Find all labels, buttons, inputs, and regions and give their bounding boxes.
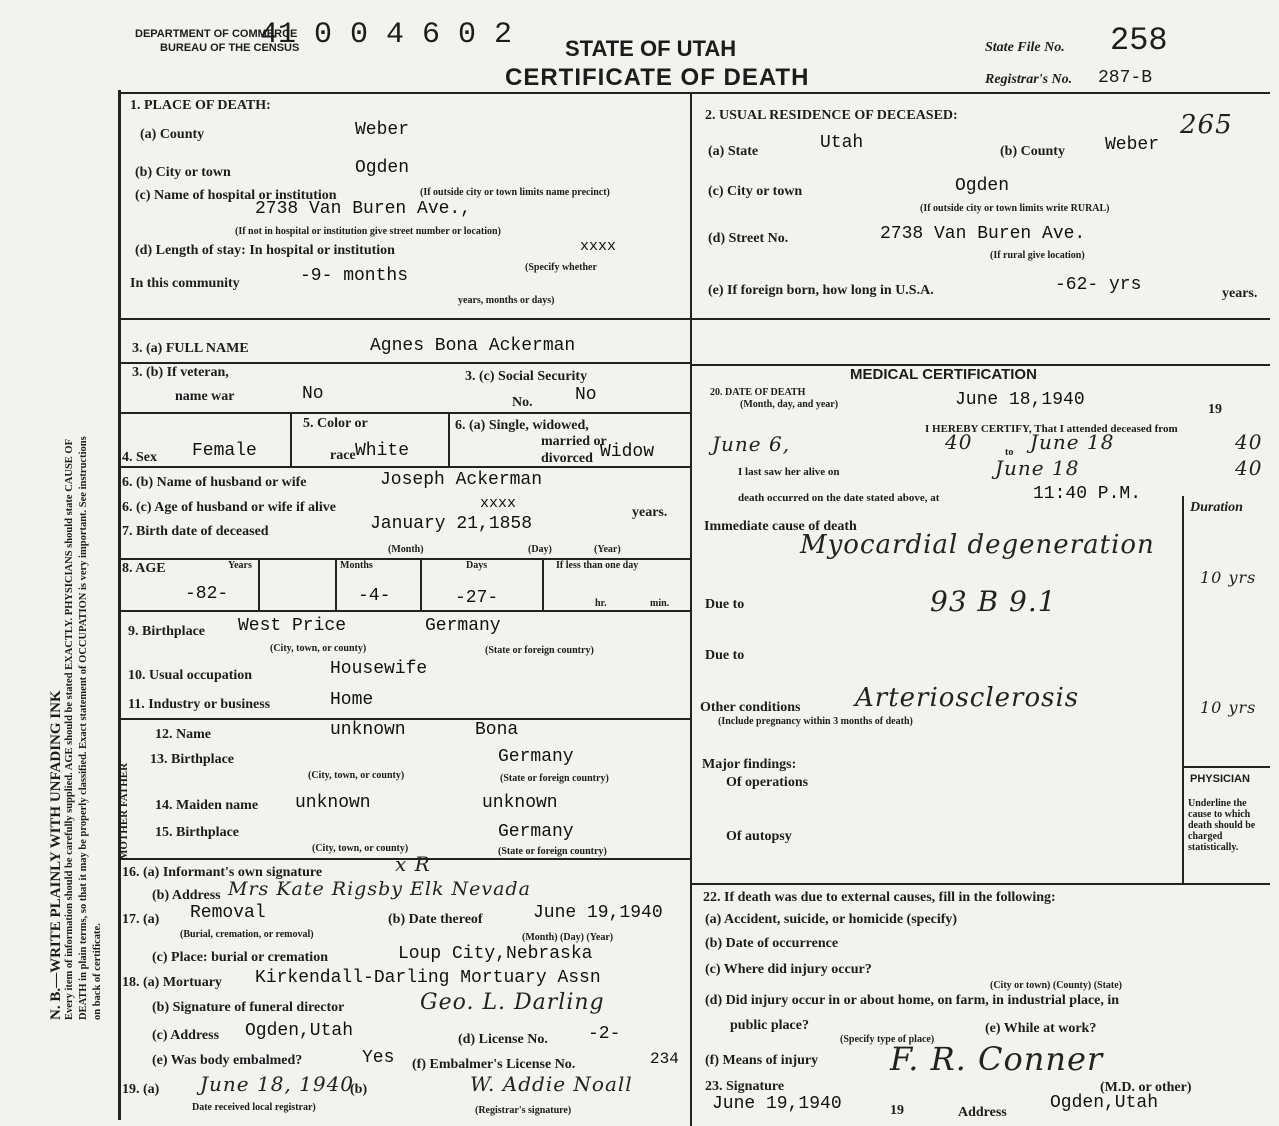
attended-to: June 18 bbox=[1030, 430, 1115, 454]
rule-v2 bbox=[448, 412, 450, 466]
ss-label: 3. (c) Social Security bbox=[465, 369, 588, 384]
spouse-age-value: xxxx bbox=[480, 495, 517, 512]
external-d: (d) Did injury occur in or about home, on farm, in industrial place, in bbox=[705, 993, 1120, 1008]
community-label: In this community bbox=[130, 276, 240, 291]
informant-label: 16. (a) Informant's own signature bbox=[122, 865, 323, 880]
date-of-death-label: 20. DATE OF DEATH bbox=[710, 387, 806, 398]
race-word: race bbox=[330, 448, 356, 463]
external-a: (a) Accident, suicide, or homicide (specify) bbox=[705, 912, 958, 927]
registrar-signature: W. Addie Noall bbox=[470, 1072, 633, 1096]
medical-heading: MEDICAL CERTIFICATION bbox=[850, 366, 1037, 383]
informant-address: Mrs Kate Rigsby Elk Nevada bbox=[228, 878, 531, 900]
mother-birthplace-value: Germany bbox=[498, 822, 574, 842]
external-d2-note: (Specify type of place) bbox=[840, 1034, 935, 1045]
physician-address: Ogden,Utah bbox=[1050, 1093, 1159, 1113]
occupation-value: Housewife bbox=[330, 659, 428, 679]
due-to-value-1: 93 B 9.1 bbox=[930, 585, 1057, 618]
burial-note: (Burial, cremation, or removal) bbox=[180, 929, 314, 940]
city-label: (b) City or town bbox=[135, 165, 231, 180]
spouse-age-label: 6. (c) Age of husband or wife if alive bbox=[122, 500, 337, 515]
stay-label: (d) Length of stay: In hospital or institution bbox=[135, 243, 395, 258]
age-months-value: -4- bbox=[358, 586, 391, 606]
age-label: 8. AGE bbox=[122, 561, 166, 576]
county-label: (a) County bbox=[140, 127, 205, 142]
mother-maiden-label: 14. Maiden name bbox=[155, 798, 259, 813]
attended-from-year: 40 bbox=[945, 430, 973, 454]
autopsy-label: Of autopsy bbox=[726, 829, 792, 844]
industry-value: Home bbox=[330, 690, 374, 710]
burial-place-label: (c) Place: burial or cremation bbox=[152, 950, 328, 965]
physician-heading: PHYSICIAN bbox=[1190, 773, 1250, 785]
margin-note-3: on back of certificate. bbox=[92, 923, 103, 1020]
certificate-title: CERTIFICATE OF DEATH bbox=[505, 64, 810, 91]
immediate-cause-value: Myocardial degeneration bbox=[800, 530, 1155, 560]
date-of-death-value: June 18,1940 bbox=[955, 390, 1085, 410]
marital-label: 6. (a) Single, widowed, bbox=[455, 418, 589, 433]
margin-ink-note: N. B.—WRITE PLAINLY WITH UNFADING INK bbox=[48, 690, 64, 1020]
res-county-label: (b) County bbox=[1000, 144, 1065, 159]
specify-note-2: years, months or days) bbox=[458, 295, 555, 306]
mother-state-note: (State or foreign country) bbox=[498, 846, 607, 857]
external-heading: 22. If death was due to external causes, fill in the following: bbox=[703, 890, 1056, 905]
last-saw-value: June 18 bbox=[995, 456, 1080, 480]
external-f: (f) Means of injury bbox=[705, 1053, 819, 1068]
birthplace-city-value: West Price bbox=[238, 616, 347, 636]
serial-number: 41 0 0 4 6 0 2 bbox=[260, 18, 513, 52]
birth-day-word: (Day) bbox=[528, 544, 552, 555]
father-state-note: (State or foreign country) bbox=[500, 773, 609, 784]
external-e: (e) While at work? bbox=[985, 1021, 1097, 1036]
ss-value: No bbox=[575, 385, 597, 405]
veteran-label: 3. (b) If veteran, bbox=[132, 365, 229, 380]
physician-note: Underline the cause to which death should be charged statistically. bbox=[1188, 798, 1256, 853]
rule-age4 bbox=[542, 558, 544, 610]
burial-date-label: (b) Date thereof bbox=[388, 912, 483, 927]
rule-age2 bbox=[335, 558, 337, 610]
registrar-row-label: 19. (a) bbox=[122, 1082, 160, 1097]
attended-to-word: to bbox=[1005, 447, 1014, 458]
immediate-cause-label: Immediate cause of death bbox=[704, 519, 857, 534]
hospital-note-2: (If not in hospital or institution give street number or location) bbox=[235, 226, 501, 237]
res-street-note: (If rural give location) bbox=[990, 250, 1085, 261]
margin-note-2: DEATH in plain terms, so that it may be properly classified. Exact statement of OCCUPATION is very important. See instructions bbox=[78, 436, 89, 1020]
occurred-label: death occurred on the date stated above, at bbox=[738, 492, 940, 504]
birthplace-country-value: Germany bbox=[425, 616, 501, 636]
attended-from: June 6, bbox=[712, 432, 791, 456]
director-label: (b) Signature of funeral director bbox=[152, 1000, 345, 1015]
veteran-value: No bbox=[302, 384, 324, 404]
other-conditions-value: Arteriosclerosis bbox=[855, 683, 1080, 713]
top-rule bbox=[118, 92, 1270, 94]
external-c-note: (City or town) (County) (State) bbox=[990, 980, 1123, 991]
marital-value: Widow bbox=[600, 442, 655, 462]
section-rule-1 bbox=[118, 318, 1270, 320]
birth-year-word: (Year) bbox=[594, 544, 621, 555]
age-days-value: -27- bbox=[455, 588, 499, 608]
registrar-label: Registrar's No. bbox=[985, 72, 1073, 87]
father-name-label: 12. Name bbox=[155, 727, 211, 742]
informant-address-label: (b) Address bbox=[152, 888, 221, 903]
mortuary-label: 18. (a) Mortuary bbox=[122, 975, 222, 990]
res-street-label: (d) Street No. bbox=[708, 231, 789, 246]
mother-first-value: unknown bbox=[295, 793, 371, 813]
birth-month-word: (Month) bbox=[388, 544, 424, 555]
informant-signature: x R bbox=[395, 852, 431, 876]
mortuary-address-label: (c) Address bbox=[152, 1028, 220, 1043]
res-city-label: (c) City or town bbox=[708, 184, 803, 199]
residence-heading: 2. USUAL RESIDENCE OF DECEASED: bbox=[705, 108, 958, 123]
signature-nineteen: 19 bbox=[890, 1103, 904, 1118]
rule-v1 bbox=[290, 412, 292, 466]
res-county-value: Weber bbox=[1105, 135, 1160, 155]
physician-rule bbox=[1182, 766, 1270, 768]
mother-last-value: unknown bbox=[482, 793, 558, 813]
hospital-value: 2738 Van Buren Ave., bbox=[255, 199, 472, 219]
director-signature: Geo. L. Darling bbox=[420, 990, 605, 1015]
rule-external bbox=[690, 883, 1270, 885]
age-years-value: -82- bbox=[185, 584, 229, 604]
burial-place-value: Loup City,Nebraska bbox=[398, 944, 593, 964]
foreign-label: (e) If foreign born, how long in U.S.A. bbox=[708, 283, 934, 298]
burial-value: Removal bbox=[190, 903, 266, 923]
major-findings-label: Major findings: bbox=[702, 757, 797, 772]
father-last-value: Bona bbox=[475, 720, 519, 740]
outer-left-border bbox=[118, 90, 121, 1120]
license-value: -2- bbox=[588, 1024, 621, 1044]
margin-mother-father: MOTHER FATHER bbox=[118, 762, 130, 860]
date-nineteen: 19 bbox=[1208, 402, 1222, 417]
other-conditions-label: Other conditions bbox=[700, 700, 801, 715]
full-name-label: 3. (a) FULL NAME bbox=[132, 341, 249, 356]
rule-veteran bbox=[118, 412, 690, 414]
margin-note-1: Every item of information should be carefully supplied. AGE should be stated EXACTLY. PHYSICIANS should state CAUSE OF bbox=[64, 439, 75, 1020]
birth-label: 7. Birth date of deceased bbox=[122, 524, 269, 539]
age-years-head: Years bbox=[228, 560, 252, 571]
res-state-value: Utah bbox=[820, 133, 864, 153]
burial-label: 17. (a) bbox=[122, 912, 160, 927]
foreign-years-word: years. bbox=[1222, 286, 1258, 301]
rule-age3 bbox=[420, 558, 422, 610]
duration-heading: Duration bbox=[1190, 500, 1243, 515]
embalmer-label: (f) Embalmer's License No. bbox=[412, 1057, 576, 1072]
external-d2: public place? bbox=[730, 1018, 809, 1033]
age-min-word: min. bbox=[650, 598, 670, 609]
age-less-day-head: If less than one day bbox=[556, 560, 639, 571]
attended-to-year: 40 bbox=[1235, 430, 1263, 454]
father-birthplace-label: 13. Birthplace bbox=[150, 752, 234, 767]
occupation-label: 10. Usual occupation bbox=[128, 668, 253, 683]
city-value: Ogden bbox=[355, 158, 410, 178]
mortuary-address-value: Ogden,Utah bbox=[245, 1021, 354, 1041]
last-saw-label: I last saw her alive on bbox=[738, 466, 840, 478]
registrar-date: June 18, 1940 bbox=[200, 1072, 355, 1096]
rule-name bbox=[118, 362, 690, 364]
county-value: Weber bbox=[355, 120, 410, 140]
burial-mdy: (Month) (Day) (Year) bbox=[522, 932, 614, 943]
operations-label: Of operations bbox=[726, 775, 809, 790]
license-label: (d) License No. bbox=[458, 1032, 548, 1047]
bureau-name: BUREAU OF THE CENSUS bbox=[160, 42, 300, 54]
external-b: (b) Date of occurrence bbox=[705, 936, 839, 951]
spouse-years-word: years. bbox=[632, 505, 668, 520]
mortuary-value: Kirkendall-Darling Mortuary Assn bbox=[255, 968, 601, 988]
foreign-value: -62- yrs bbox=[1055, 275, 1142, 295]
sex-label: 4. Sex bbox=[122, 450, 157, 465]
certify-text: I HEREBY CERTIFY, That I attended deceased from bbox=[925, 423, 1178, 435]
industry-label: 11. Industry or business bbox=[128, 697, 271, 712]
physician-signature: F. R. Conner bbox=[890, 1040, 1104, 1078]
res-county-handwritten: 265 bbox=[1180, 110, 1233, 140]
spouse-value: Joseph Ackerman bbox=[380, 470, 543, 490]
hospital-note: (If outside city or town limits name precinct) bbox=[420, 187, 610, 198]
place-of-death-heading: 1. PLACE OF DEATH: bbox=[130, 98, 271, 113]
birth-value: January 21,1858 bbox=[370, 514, 533, 534]
due-to-label-2: Due to bbox=[705, 648, 745, 663]
res-street-value: 2738 Van Buren Ave. bbox=[880, 224, 1086, 244]
age-months-head: Months bbox=[340, 560, 373, 571]
race-value: White bbox=[355, 441, 410, 461]
rule-age1 bbox=[258, 558, 260, 610]
father-city-note: (City, town, or county) bbox=[308, 770, 405, 781]
specify-note: (Specify whether bbox=[525, 262, 597, 273]
state-file-number: 258 bbox=[1110, 22, 1168, 59]
spouse-label: 6. (b) Name of husband or wife bbox=[122, 475, 307, 490]
date-of-death-sub: (Month, day, and year) bbox=[740, 399, 839, 410]
rule-sex bbox=[118, 466, 690, 468]
embalmer-value: 234 bbox=[650, 1050, 679, 1068]
father-birthplace-value: Germany bbox=[498, 747, 574, 767]
sex-value: Female bbox=[192, 441, 257, 461]
stay-hospital-value: xxxx bbox=[580, 238, 617, 255]
mother-city-note: (City, town, or county) bbox=[312, 843, 409, 854]
time-of-death: 11:40 P.M. bbox=[1033, 484, 1142, 504]
birthplace-label: 9. Birthplace bbox=[128, 624, 205, 639]
embalmed-value: Yes bbox=[362, 1048, 395, 1068]
age-hr-word: hr. bbox=[595, 598, 607, 609]
registrar-b-label: (b) bbox=[350, 1082, 368, 1097]
res-city-note: (If outside city or town limits write RURAL) bbox=[920, 203, 1110, 214]
embalmed-label: (e) Was body embalmed? bbox=[152, 1053, 303, 1068]
full-name-value: Agnes Bona Ackerman bbox=[370, 336, 576, 356]
marital-label-2: married or bbox=[541, 434, 607, 449]
physician-address-label: Address bbox=[958, 1105, 1007, 1120]
duration-col bbox=[1182, 496, 1184, 883]
state-file-label: State File No. bbox=[985, 40, 1065, 55]
color-label: 5. Color or bbox=[303, 416, 368, 431]
due-to-label-1: Due to bbox=[705, 597, 745, 612]
rule-age bbox=[118, 610, 690, 612]
birthplace-city-note: (City, town, or county) bbox=[270, 643, 367, 654]
ss-sub: No. bbox=[512, 395, 533, 410]
signature-date: June 19,1940 bbox=[712, 1094, 842, 1114]
registrar-number: 287-B bbox=[1098, 68, 1153, 88]
res-state-label: (a) State bbox=[708, 144, 759, 159]
registrar-note-2: (Registrar's signature) bbox=[475, 1105, 572, 1116]
center-divider bbox=[690, 92, 692, 1126]
veteran-sub: name war bbox=[175, 389, 235, 404]
marital-label-3: divorced bbox=[541, 451, 593, 466]
mother-birthplace-label: 15. Birthplace bbox=[155, 825, 239, 840]
last-saw-year: 40 bbox=[1235, 456, 1263, 480]
physician-signature-label: 23. Signature bbox=[705, 1079, 785, 1094]
other-duration: 10 yrs bbox=[1200, 698, 1257, 717]
dept-name: DEPARTMENT OF COMMERCE bbox=[135, 28, 298, 40]
burial-date-value: June 19,1940 bbox=[533, 903, 663, 923]
immediate-duration: 10 yrs bbox=[1200, 568, 1257, 587]
other-conditions-sub: (Include pregnancy within 3 months of death) bbox=[718, 716, 913, 727]
birthplace-state-note: (State or foreign country) bbox=[485, 645, 594, 656]
community-value: -9- months bbox=[300, 266, 409, 286]
external-c: (c) Where did injury occur? bbox=[705, 962, 872, 977]
father-first-value: unknown bbox=[330, 720, 406, 740]
registrar-note-1: Date received local registrar) bbox=[192, 1102, 316, 1113]
res-city-value: Ogden bbox=[955, 176, 1010, 196]
state-title: STATE OF UTAH bbox=[565, 36, 737, 61]
hospital-label: (c) Name of hospital or institution bbox=[135, 188, 337, 203]
age-days-head: Days bbox=[466, 560, 488, 571]
md-or-other: (M.D. or other) bbox=[1100, 1080, 1192, 1095]
